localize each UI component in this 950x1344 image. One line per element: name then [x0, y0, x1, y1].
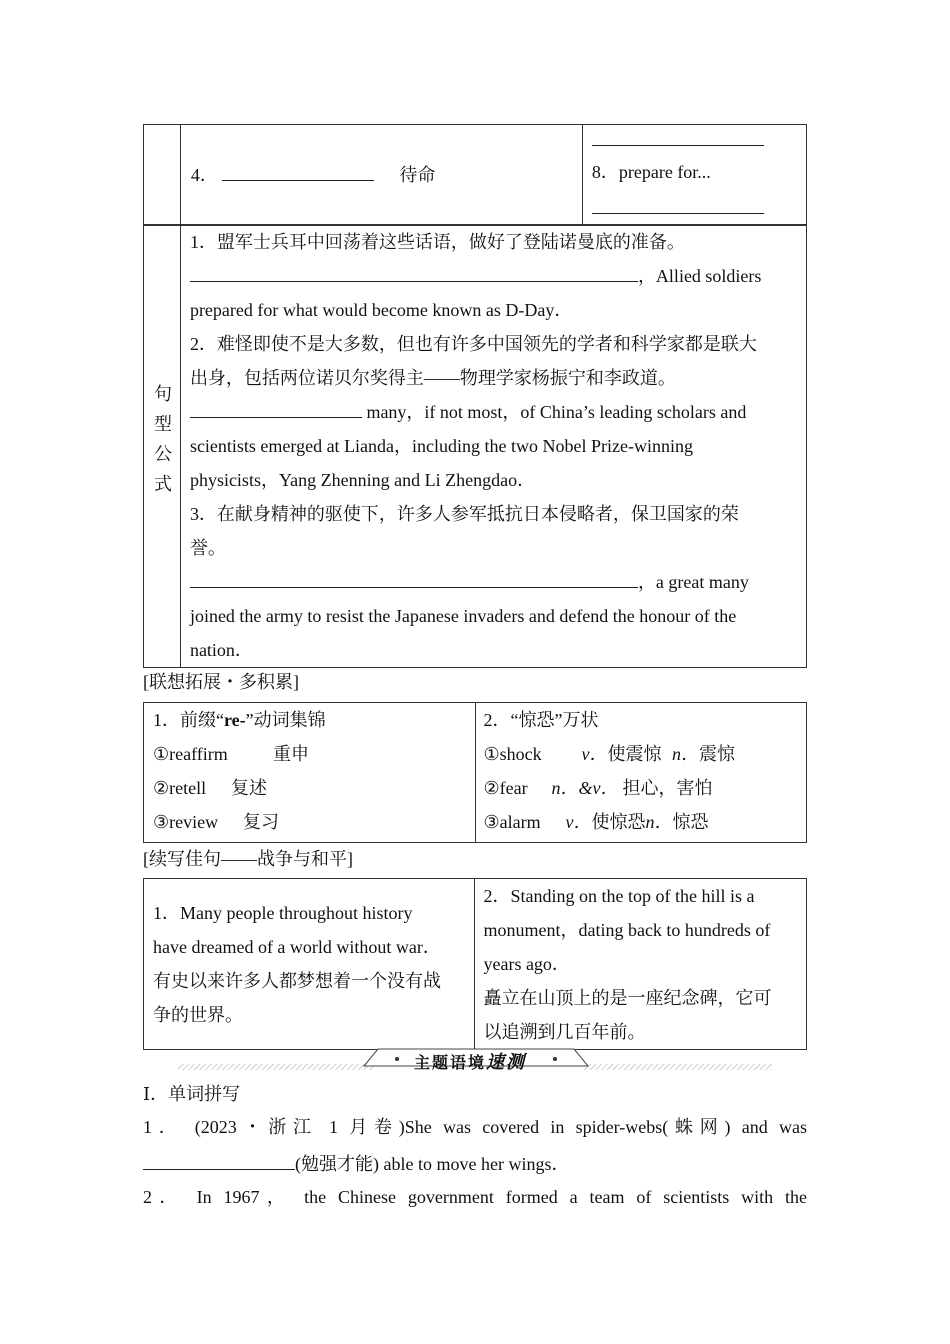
writing-right-en3: years ago． — [483, 954, 570, 974]
s2-english-line2: scientists emerged at Lianda，including the two Nobel Prize-winning — [189, 436, 693, 456]
alarm-item: ②fear n．&v． 担心，害怕 — [483, 778, 713, 798]
pattern-side-label: 句型公式 — [151, 383, 172, 504]
prefix-item: ①reaffirm 重申 — [153, 744, 309, 764]
item4-number: 4． — [190, 165, 218, 185]
expand-table — [143, 702, 807, 843]
alarm-heading: 2．“惊恐”万状 — [483, 710, 599, 730]
s2-blank[interactable] — [190, 397, 362, 418]
top-table-side-cell — [144, 125, 181, 226]
pattern-side-cell — [144, 225, 181, 668]
expand-right-cell — [475, 703, 806, 843]
writing-left-cn1: 有史以来许多人都梦想着一个没有战 — [153, 971, 441, 991]
writing-right-cell — [475, 879, 807, 1050]
writing-right-en2: monument，dating back to hundreds of — [483, 920, 771, 940]
writing-right-cn1: 矗立在山顶上的是一座纪念碑，它可 — [483, 988, 772, 1008]
s3-blank[interactable] — [190, 567, 638, 588]
alarm-item: ③alarm v．使惊恐n．惊恐 — [483, 812, 709, 832]
q1-line2 — [143, 1149, 569, 1177]
s3-chinese-line1: 3．在献身精神的驱使下，许多人参军抵抗日本侵略者，保卫国家的荣 — [189, 504, 739, 524]
item8-text: 8．prepare for... — [591, 162, 711, 182]
top-table-item4-cell — [180, 125, 582, 226]
s2-english-line1 — [190, 395, 796, 429]
s2-english-line3: physicists，Yang Zhenning and Li Zhengdao． — [189, 470, 536, 490]
q1-line1: 1． (2023・浙江 1 月卷)She was covered in spider-webs(蛛网) and was — [143, 1117, 807, 1137]
top-table — [143, 124, 807, 226]
s3-english-line1 — [190, 565, 796, 599]
writing-left-en1: 1．Many people throughout history — [153, 903, 413, 923]
expand-section-title: [联想拓展・多积累] — [143, 672, 299, 692]
s1-chinese: 1．盟军士兵耳中回荡着这些话语，做好了登陆诺曼底的准备。 — [189, 232, 685, 252]
prefix-heading: 1．前缀“re-”动词集锦 — [153, 710, 326, 730]
top-table-item8-cell — [582, 125, 806, 226]
item8-blank-top[interactable] — [592, 125, 764, 146]
item8-blank-bottom[interactable] — [592, 193, 764, 214]
section-banner — [178, 1046, 772, 1072]
writing-right-en1: 2．Standing on the top of the hill is a — [483, 886, 755, 906]
banner-title: 主题语境速测 — [414, 1052, 527, 1073]
s3-tail: ，a great many — [637, 572, 749, 592]
s3-english-line3: nation． — [189, 640, 253, 660]
q1-tail: (勉强才能) able to move her wings． — [295, 1154, 570, 1174]
prefix-item: ③review 复习 — [153, 812, 279, 832]
writing-section-title: [续写佳句——战争与和平] — [143, 849, 353, 869]
pattern-table — [143, 224, 807, 668]
s1-english-line2: prepared for what would become known as D-Day． — [189, 300, 573, 320]
s1-english-line1 — [190, 259, 796, 293]
q1-blank[interactable] — [143, 1149, 295, 1170]
s3-chinese-line2: 誉。 — [189, 538, 226, 558]
writing-left-cell — [144, 879, 475, 1050]
writing-right-cn2: 以追溯到几百年前。 — [483, 1022, 646, 1042]
writing-left-en2: have dreamed of a world without war． — [153, 937, 441, 957]
s2-chinese-line1: 2．难怪即使不是大多数，但也有许多中国领先的学者和科学家都是联大 — [189, 334, 757, 354]
s3-english-line2: joined the army to resist the Japanese invaders and defend the honour of the — [189, 606, 737, 626]
exercise-heading: Ⅰ．单词拼写 — [143, 1084, 241, 1104]
item4-blank[interactable] — [222, 160, 374, 181]
s2-chinese-line2: 出身，包括两位诺贝尔奖得主——物理学家杨振宁和李政道。 — [189, 368, 676, 388]
s1-blank[interactable] — [190, 261, 638, 282]
alarm-item: ①shock v．使震惊 n．震惊 — [483, 744, 736, 764]
expand-left-cell — [144, 703, 476, 843]
s1-tail: ，Allied soldiers — [637, 266, 762, 286]
writing-table — [143, 878, 807, 1050]
prefix-item: ②retell 复述 — [153, 778, 267, 798]
item4-chinese: 待命 — [399, 165, 436, 185]
pattern-content-cell — [180, 225, 806, 668]
writing-left-cn2: 争的世界。 — [153, 1005, 243, 1025]
q2-line1: 2． In 1967， the Chinese government formed a team of scientists with the — [143, 1187, 807, 1207]
s2-tail: many，if not most，of China’s leading scholars and — [361, 402, 747, 422]
